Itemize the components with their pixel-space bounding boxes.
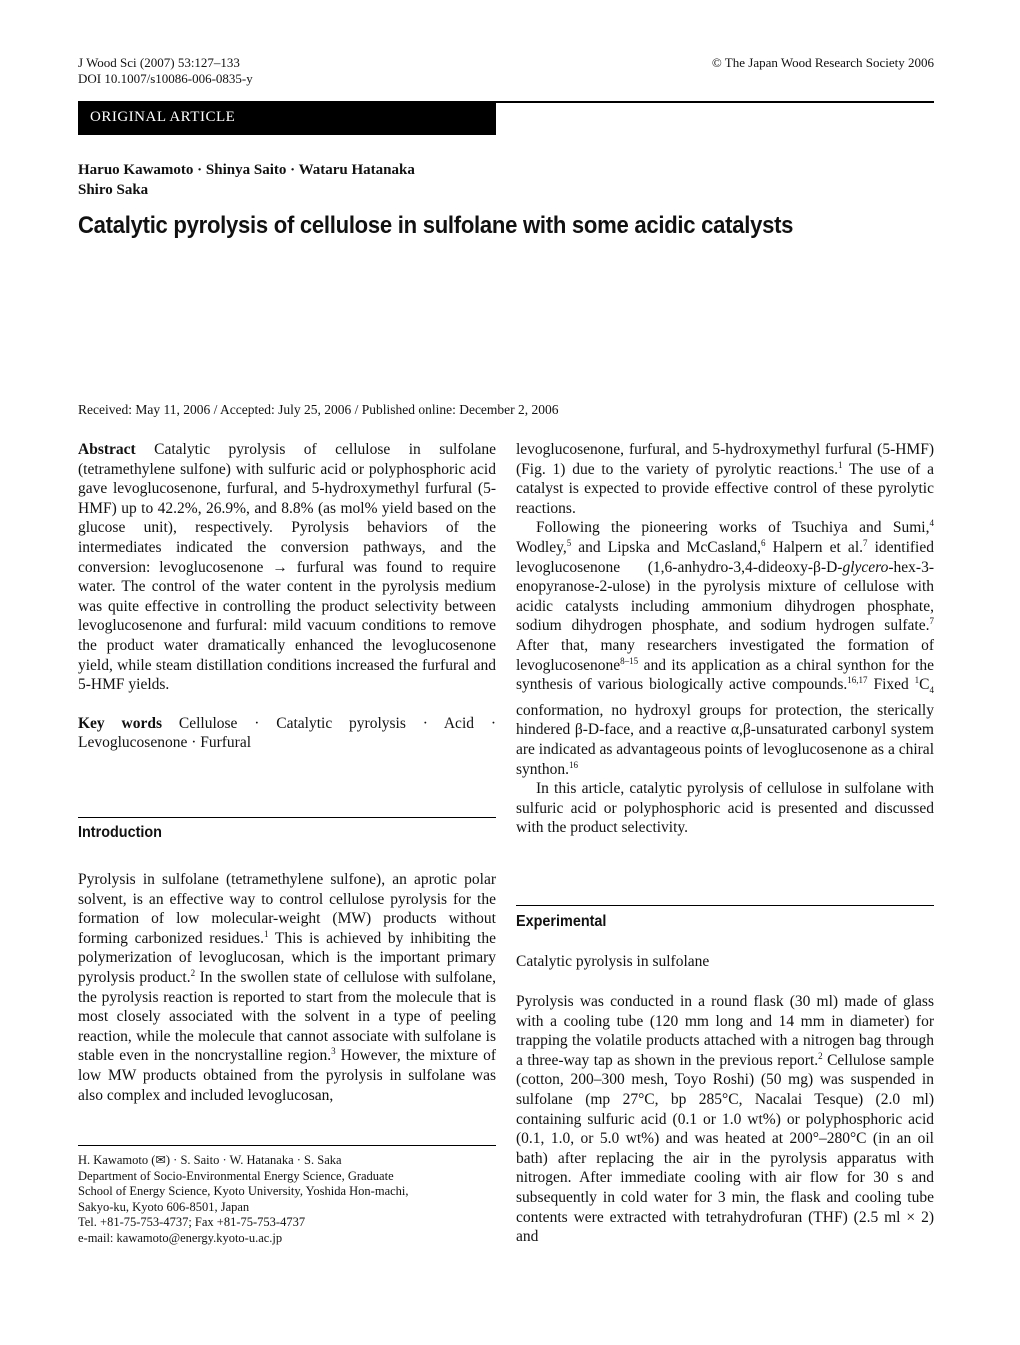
footnote-rule: [78, 1145, 496, 1146]
introduction-body: [78, 870, 496, 1105]
keywords-label: Key words: [78, 714, 163, 732]
abstract: [78, 440, 496, 695]
introduction-heading: Introduction: [78, 824, 162, 841]
intro-paragraph-cont: levoglucosenone, furfural, and 5-hydroxymethyl furfural (5-HMF) (Fig. 1) due to the variety of pyrolytic reactions.$^1$ The use of a catalyst is expected to provide effective control of these pyrolytic reactions.: [516, 441, 934, 517]
left-column: [78, 440, 496, 753]
authors-line-2: Shiro Saka: [78, 182, 149, 198]
section-rule-introduction: [78, 817, 496, 818]
article-title: Catalytic pyrolysis of cellulose in sulfolane with some acidic catalysts: [78, 212, 794, 239]
copyright: © The Japan Wood Research Society 2006: [711, 55, 934, 70]
intro-paragraph-2: Following the pioneering works of Tsuchiya and Sumi,$^4$ Wodley,$^5$ and Lipska and McCasland,$^6$ Halpern et al.$^7$ identified levoglucosenone (1,6-anhydro-3,4-dideoxy-β-D-glycero-hex-3-enopyranose-2-ulose) in the pyrolysis mixture of cellulose with acidic catalysts including ammonium dihydrogen phosphate, sodium dihydrogen phosphate, and sodium hydrogen sulfate.$^7$ After that, many researchers investigated the formation of levoglucosenone$^{8-15}$ and its application as a chiral synthon for the synthesis of various biologically active compounds.$^{16,17}$ Fixed $^1C_4$ conformation, no hydroxyl groups for protection, the sterically hindered β-D-face, and a reactive α,β-unsaturated carbonyl system are indicated as advantageous points of levoglucosenone as a chiral synthon.$^{16}$: [516, 518, 935, 778]
abstract-label: Abstract: [78, 441, 136, 458]
keywords-text: Cellulose · Catalytic pyrolysis · Acid · Levoglucosenone · Furfural: [78, 714, 496, 752]
journal-citation: J Wood Sci (2007) 53:127–133: [78, 55, 240, 70]
article-type: ORIGINAL ARTICLE: [90, 109, 236, 125]
article-type-banner: [78, 102, 496, 135]
author-affiliation-footnote: [78, 1153, 496, 1246]
footnote-phone: Tel. +81-75-753-4737; Fax +81-75-753-4737: [78, 1215, 306, 1229]
footnote-authors: H. Kawamoto (✉) · S. Saito · W. Hatanaka · S. Saka: [78, 1153, 342, 1167]
section-rule-experimental: [516, 905, 934, 906]
experimental-subheading: Catalytic pyrolysis in sulfolane: [516, 953, 710, 970]
footnote-address: Sakyo-ku, Kyoto 606-8501, Japan: [78, 1199, 250, 1214]
experimental-heading: Experimental: [516, 913, 607, 930]
abstract-text: Catalytic pyrolysis of cellulose in sulfolane (tetramethylene sulfone) with sulfuric acid or polyphosphoric acid gave levoglucosenone, furfural, and 5-hydroxymethyl furfural (5-HMF) up to 42.2%, 26.9%, and 8.8% (as mol% yield based on the glucose unit), respectively. Pyrolysis behaviors of the intermediates indicated the conversion pathways, and the conversion: levoglucosenone → furfural was found to require water. The control of the water content in the pyrolysis medium was quite effective in controlling the product selectivity between levoglucosenone and furfural: mild vacuum conditions to remove the product water dramatically enhanced the levoglucosenone yield, while steam distillation conditions increased the furfural and 5-HMF yields.: [78, 441, 497, 694]
experimental-paragraph: Pyrolysis was conducted in a round flask (30 ml) made of glass with a cooling tube (120 mm long and 14 mm in diameter) for trapping the volatile products attached with a nitrogen bag through a three-way tap as shown in the previous report.$^2$ Cellulose sample (cotton, 200–300 mesh, Toyo Roshi) (50 mg) was suspended in sulfolane (mp 27°C, bp 285°C, Nacalai Tesque) (2.0 ml) containing sulfuric acid (0.1 or 1.0 wt%) or polyphosphoric acid (0.1, 1.0, or 5.0 wt%) and was heated at 200°–280°C (in an oil bath) after replacing the air in the pyrolysis apparatus with nitrogen. After immediate cooling with air flow for 30 s and subsequently in cold water for 3 min, the flask and cooling tube contents were extracted with tetrahydrofuran (THF) (2.5 ml × 2) and: [516, 993, 935, 1246]
experimental-body: [516, 992, 934, 1247]
publication-dates: Received: May 11, 2006 / Accepted: July 25, 2006 / Published online: December 2, 2006: [78, 402, 559, 417]
keywords: [78, 714, 496, 753]
footnote-email: e-mail: kawamoto@energy.kyoto-u.ac.jp: [78, 1230, 283, 1245]
footnote-school: School of Energy Science, Kyoto University, Yoshida Hon-machi,: [78, 1184, 409, 1198]
right-column: [516, 440, 934, 838]
intro-paragraph-3: In this article, catalytic pyrolysis of cellulose in sulfolane with sulfuric acid or polyphosphoric acid is presented and discussed with the product selectivity.: [516, 780, 934, 837]
doi: DOI 10.1007/s10086-006-0835-y: [78, 71, 253, 86]
introduction-paragraph: Pyrolysis in sulfolane (tetramethylene sulfone), an aprotic polar solvent, is an effective way to control cellulose pyrolysis for the formation of low molecular-weight (MW) products without forming carbonized residues.$^1$ This is achieved by inhibiting the polymerization of levoglucosan, which is the important primary pyrolysis product.$^2$ In the swollen state of cellulose with sulfolane, the pyrolysis reaction is reported to start from the molecule that is most closely associated with the solvent in a type of peeling reaction, while the molecule that cannot associate with sulfolane is stable even in the noncrystalline region.$^3$ However, the mixture of low MW products obtained from the pyrolysis in sulfolane was also complex and included levoglucosan,: [78, 871, 497, 1104]
authors-line-1: Haruo Kawamoto · Shinya Saito · Wataru Hatanaka: [78, 162, 415, 178]
footnote-department: Department of Socio-Environmental Energy Science, Graduate: [78, 1168, 394, 1183]
